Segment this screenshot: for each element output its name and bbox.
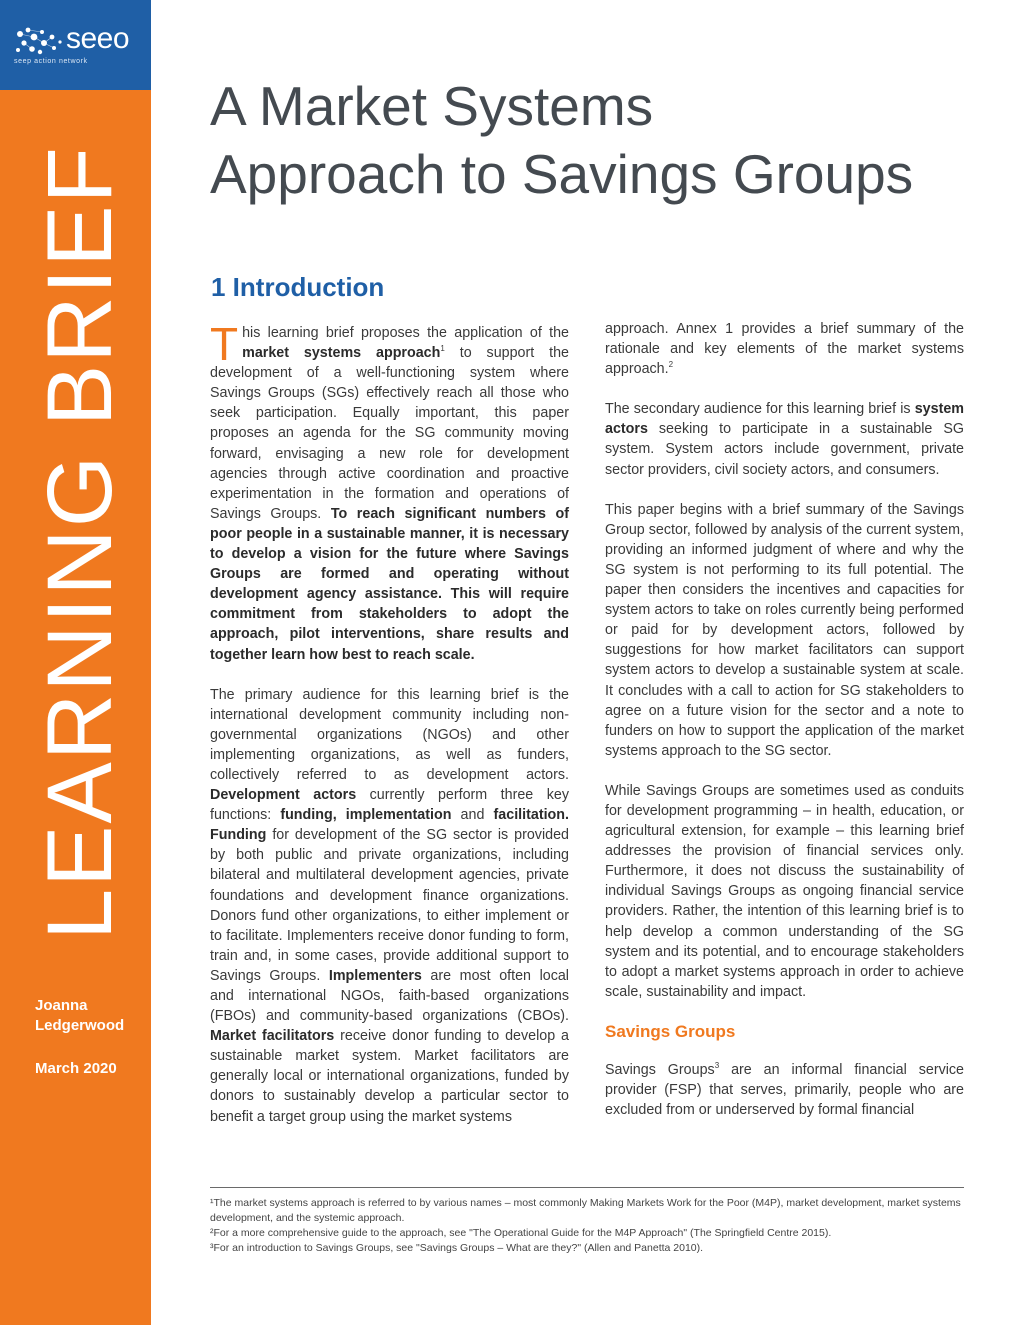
page-title-line1: A Market Systems	[210, 75, 654, 137]
footnote-1: ¹The market systems approach is referred to by various names – most commonly Making Markets Work for the Poor (M4P), market development, market systems development, and the systemic approach.	[210, 1197, 961, 1224]
footnote-ref[interactable]: 3	[714, 1061, 720, 1071]
subheading-savings-groups: Savings Groups	[605, 1021, 736, 1041]
paragraph: While Savings Groups are sometimes used as conduits for development programming – in health, education, or agricultural extension, for example – this learning brief addresses the provision of financial services only. Furthermore, it does not discuss the sustainability of individual Savings Groups as ongoing financial service providers. Rather, the intention of this learning brief is to help develop a common understanding of the SG system and its potential, and to encourage stakeholders to adopt a market systems approach in order to achieve scale, sustainability and impact.	[605, 782, 964, 1000]
footnote-3: ³For an introduction to Savings Groups, see "Savings Groups – What are they?" (Allen and Panetta 2010).	[210, 1242, 704, 1254]
right-column	[605, 319, 964, 1140]
footnotes	[210, 1196, 964, 1256]
publication-date: March 2020	[35, 1060, 117, 1077]
footnote-ref[interactable]: 2	[668, 360, 674, 370]
section-heading-introduction: 1 Introduction	[211, 272, 385, 302]
footnote-2: ²For a more comprehensive guide to the approach, see "The Operational Guide for the M4P Approach" (The Springfield Centre 2015).	[210, 1227, 832, 1239]
document-type-label: LEARNING BRIEF	[29, 145, 131, 940]
paragraph: This learning brief proposes the application of the market systems approach$^1$ to support the development of a well-functioning system where Savings Groups (SGs) effectively reach all those who seek participation. Equally important, this paper proposes an agenda for the SG community moving forward, envisaging a new role for development agencies through active coordination and proactive experimentation in the formation and operations of Savings Groups. To reach significant numbers of poor people in a sustainable manner, it is necessary to develop a vision for the future where Savings Groups are formed and operating without development agency assistance. This will require commitment from stakeholders to adopt the approach, pilot interventions, share results and together learn how best to reach scale.	[210, 318, 569, 663]
paragraph: The secondary audience for this learning brief is system actors seeking to participate in a sustainable SG system. System actors include government, private sector providers, civil society actors, and consumers.	[605, 401, 964, 478]
paragraph: This paper begins with a brief summary of the Savings Group sector, followed by analysis of the current system, providing an informed judgment of where and why the SG system is not performing to its full potential. The paper then considers the incentives and capacities for system actors to take on roles currently being performed or paid for by development actors, followed by suggestions for how market facilitators can support system actors to develop a sustainable system at scale. It concludes with a call to action for SG stakeholders to agree on a future vision for the sector and a note to funders on how to support the application of the market systems approach to the SG sector.	[605, 501, 964, 759]
network-dots-icon	[14, 26, 64, 56]
footnote-ref[interactable]: 1	[440, 344, 445, 354]
author-name: Joanna Ledgerwood	[35, 997, 125, 1034]
page-title-line2: Approach to Savings Groups	[210, 143, 914, 205]
logo-wordmark: seeo	[66, 22, 130, 55]
drop-cap: T	[210, 318, 239, 370]
sidebar-band	[0, 0, 151, 1325]
paragraph: approach. Annex 1 provides a brief summary of the rationale and key elements of the market systems approach.$^2$	[605, 321, 964, 378]
logo-tagline: seep action network	[14, 58, 88, 65]
left-column	[210, 318, 569, 1147]
logo	[0, 0, 151, 90]
paragraph: Savings Groups$^3$ are an informal financial service provider (FSP) that serves, primarily, people who are excluded from or underserved by formal financial	[605, 1061, 964, 1119]
footnote-divider	[210, 1187, 964, 1188]
page-title	[210, 72, 990, 208]
paragraph: The primary audience for this learning brief is the international development community including non-governmental organizations (NGOs) and other implementing organizations, as well as funders, collectively referred to as development actors. Development actors currently perform three key functions: funding, implementation and facilitation. Funding for development of the SG sector is provided by both public and private organizations, including bilateral and multilateral development agencies, private foundations and development finance organizations. Donors fund other organizations, to either implement or to facilitate. Implementers receive donor funding to form, train and, in some cases, provide additional support to Savings Groups. Implementers are most often local and international NGOs, faith-based organizations (FBOs) and community-based organizations (CBOs). Market facilitators receive donor funding to develop a sustainable market system. Market facilitators are generally local or international organizations, funded by donors to sustainably develop a particular sector to benefit a target group using the market systems	[210, 686, 569, 1125]
